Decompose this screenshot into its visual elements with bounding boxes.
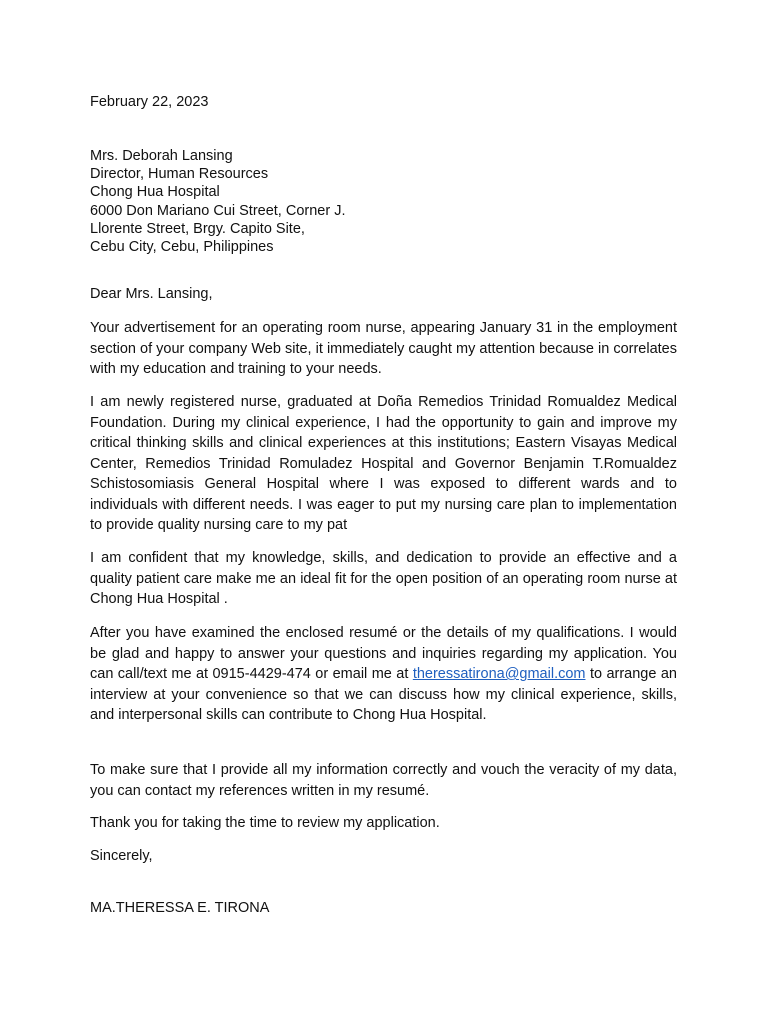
body-paragraph: I am confident that my knowledge, skills, and dedication to provide an effective and a quality patient care make me an ideal fit for the open position of an operating room nurse at Chong Hua Hospital . (90, 550, 677, 607)
paragraph-text: After you have examined the enclosed resumé or the details of my qualifications. I would be glad and happy to answer your questions and inquiries regarding my application. You can call/text me at 0915-4429-474 or email me at (90, 625, 677, 682)
body-paragraph: I am newly registered nurse, graduated at Doña Remedios Trinidad Romualdez Medical Foundation. During my clinical experience, I had the opportunity to gain and improve my critical thinking skills and clinical experiences at this institutions; Eastern Visayas Medical Center, Remedios Trinidad Romuladez Hospital and Governor Benjamin T.Romualdez Schistosomiasis General Hospital where I was exposed to different wards and to individuals with different needs. I was eager to put my nursing care plan to implementation to provide quality nursing care to my pat (90, 394, 677, 533)
body-paragraph (90, 623, 677, 726)
recipient-address-line: Cebu City, Cebu, Philippines (90, 239, 274, 256)
body-paragraph: Your advertisement for an operating room nurse, appearing January 31 in the employment section of your company Web site, it immediately caught my attention because in correlates with my education and training to your needs. (90, 320, 677, 377)
paragraph-text: to arrange an interview at your convenience so that we can discuss how my clinical experience, skills, and interpersonal skills can contribute to Chong Hua Hospital. (90, 666, 677, 723)
closing: Sincerely, (90, 848, 153, 864)
letter-date: February 22, 2023 (90, 94, 209, 110)
recipient-name: Mrs. Deborah Lansing (90, 148, 233, 164)
signature-name: MA.THERESSA E. TIRONA (90, 900, 270, 916)
body-paragraph: To make sure that I provide all my information correctly and vouch the veracity of my data, you can contact my references written in my resumé. (90, 762, 677, 799)
recipient-address-line: Llorente Street, Brgy. Capito Site, (90, 220, 305, 237)
recipient-address-line: 6000 Don Mariano Cui Street, Corner J. (90, 202, 346, 219)
salutation: Dear Mrs. Lansing, (90, 286, 213, 302)
recipient-title: Director, Human Resources (90, 166, 269, 183)
recipient-organization: Chong Hua Hospital (90, 184, 220, 201)
email-link[interactable]: theressatirona@gmail.com (412, 666, 586, 682)
recipient-address-block (90, 147, 677, 256)
body-paragraph: Thank you for taking the time to review my application. (90, 815, 440, 831)
